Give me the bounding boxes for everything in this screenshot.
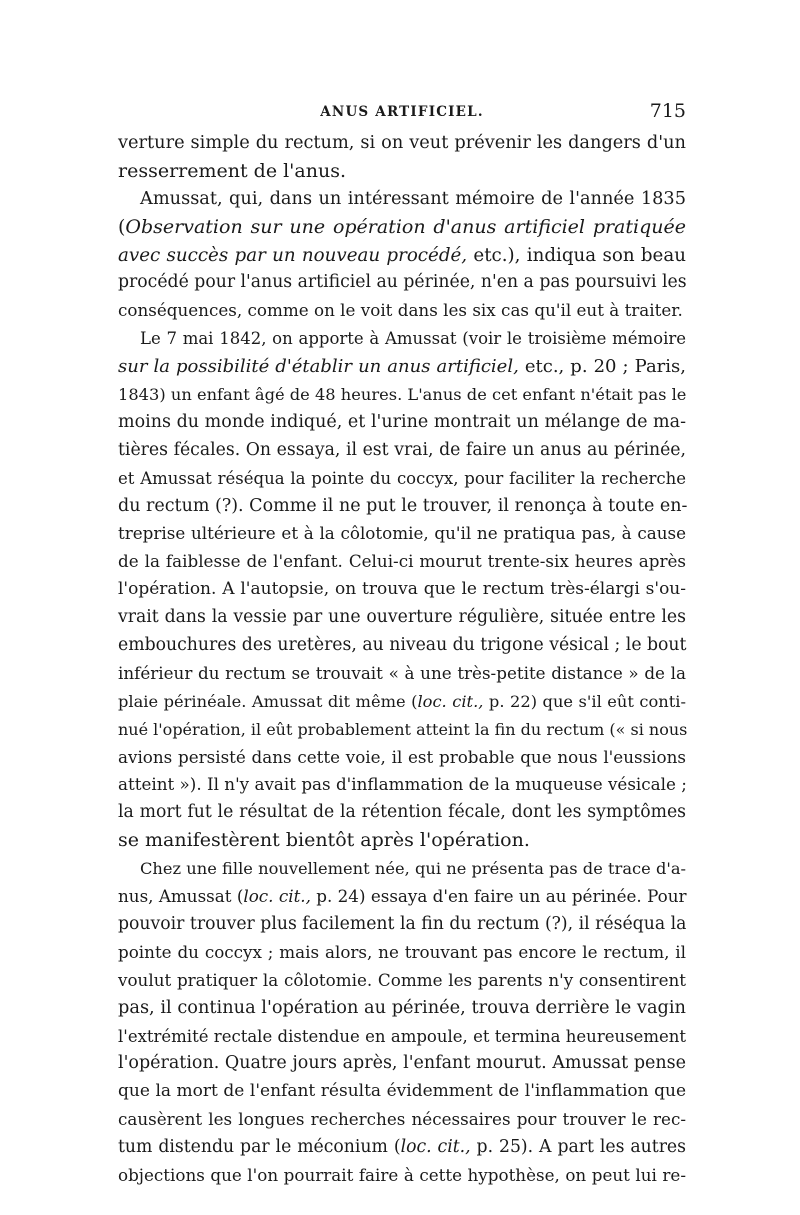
text-run: plaie périnéale. Amussat dit même ( bbox=[118, 691, 418, 711]
body-text bbox=[118, 130, 686, 1190]
text-run: nus, Amussat ( bbox=[118, 886, 244, 907]
italic-citation: loc. cit., bbox=[417, 691, 484, 711]
text-line: tières fécales. On essaya, il est vrai, de faire un anus au périnée, bbox=[118, 439, 686, 460]
text-line: atteint »). Il n'y avait pas d'inflammation de la muqueuse vésicale ; bbox=[118, 774, 687, 795]
text-line bbox=[118, 242, 686, 270]
text-line: treprise ultérieure et à la côlotomie, qu'il ne pratiqua pas, à cause bbox=[118, 523, 686, 544]
text-line: procédé pour l'anus artificiel au périnée, n'en a pas poursuivi les bbox=[118, 272, 687, 293]
text-run: etc.), indiqua son beau bbox=[467, 244, 686, 266]
text-line: pouvoir trouver plus facilement la fin du rectum (?), il réséqua la bbox=[118, 913, 687, 934]
text-line: pas, il continua l'opération au périnée, trouva derrière le vagin bbox=[118, 997, 686, 1018]
text-run: p. 24) essaya d'en faire un au périnée. Pour bbox=[310, 886, 687, 907]
text-line: vrait dans la vessie par une ouverture régulière, située entre les bbox=[118, 607, 686, 628]
text-line: que la mort de l'enfant résulta évidemment de l'inflammation que bbox=[118, 1081, 686, 1102]
text-run: p. 25). A part les autres bbox=[470, 1137, 686, 1158]
text-line: l'opération. A l'autopsie, on trouva que le rectum très-élargi s'ou- bbox=[118, 579, 686, 600]
text-line: se manifestèrent bientôt après l'opération. bbox=[118, 829, 530, 852]
text-line: la mort fut le résultat de la rétention fécale, dont les symptômes bbox=[118, 802, 686, 823]
running-title: ANUS ARTIFICIEL. bbox=[320, 104, 484, 120]
text-line: Le 7 mai 1842, on apporte à Amussat (voir le troisième mémoire bbox=[140, 329, 686, 349]
text-line: resserrement de l'anus. bbox=[118, 159, 346, 182]
text-run: etc., p. 20 ; Paris, bbox=[518, 356, 686, 378]
text-line: avions persisté dans cette voie, il est probable que nous l'eussions bbox=[118, 746, 686, 767]
text-line: l'extrémité rectale distendue en ampoule, et termina heureusement bbox=[118, 1026, 686, 1046]
page-number: 715 bbox=[649, 100, 686, 122]
text-line: nué l'opération, il eût probablement atteint la fin du rectum (« si nous bbox=[118, 719, 688, 739]
text-run: p. 22) que s'il eût conti- bbox=[483, 691, 686, 711]
text-line: du rectum (?). Comme il ne put le trouver, il renonça à toute en- bbox=[118, 495, 688, 516]
text-line: causèrent les longues recherches nécessaires pour trouver le rec- bbox=[118, 1109, 686, 1130]
text-line bbox=[118, 214, 686, 242]
italic-title: avec succès par un nouveau procédé, bbox=[118, 244, 468, 266]
text-line: Chez une fille nouvellement née, qui ne présenta pas de trace d'a- bbox=[140, 859, 686, 879]
text-line: embouchures des uretères, au niveau du trigone vésical ; le bout bbox=[118, 635, 687, 656]
text-line bbox=[118, 1134, 686, 1162]
text-line: voulut pratiquer la côlotomie. Comme les parents n'y consentirent bbox=[118, 969, 686, 990]
italic-title: Observation sur une opération d'anus artificiel pratiquée bbox=[125, 215, 686, 238]
italic-citation: loc. cit., bbox=[400, 1137, 471, 1158]
italic-citation: loc. cit., bbox=[243, 886, 311, 907]
running-head bbox=[118, 100, 686, 128]
text-line: et Amussat réséqua la pointe du coccyx, pour faciliter la recherche bbox=[118, 468, 686, 488]
text-line: l'opération. Quatre jours après, l'enfant mourut. Amussat pense bbox=[118, 1053, 686, 1074]
text-line bbox=[118, 353, 686, 381]
text-run: ( bbox=[118, 215, 126, 238]
text-line: inférieur du rectum se trouvait « à une très-petite distance » de la bbox=[118, 662, 686, 683]
text-line: moins du monde indiqué, et l'urine montrait un mélange de ma- bbox=[118, 411, 686, 432]
text-line: objections que l'on pourrait faire à cette hypothèse, on peut lui re- bbox=[118, 1164, 686, 1185]
text-line bbox=[118, 688, 686, 716]
text-line bbox=[118, 883, 686, 911]
text-run: tum distendu par le méconium ( bbox=[118, 1137, 401, 1158]
text-line: pointe du coccyx ; mais alors, ne trouvant pas encore le rectum, il bbox=[118, 941, 686, 962]
text-line: de la faiblesse de l'enfant. Celui-ci mourut trente-six heures après bbox=[118, 551, 686, 572]
text-line: 1843) un enfant âgé de 48 heures. L'anus de cet enfant n'était pas le bbox=[118, 385, 687, 405]
text-line: Amussat, qui, dans un intéressant mémoire de l'année 1835 bbox=[140, 188, 686, 209]
italic-title: sur la possibilité d'établir un anus artificiel, bbox=[118, 356, 519, 378]
text-line: conséquences, comme on le voit dans les six cas qu'il eut à traiter. bbox=[118, 300, 683, 321]
text-line: verture simple du rectum, si on veut prévenir les dangers d'un bbox=[118, 133, 686, 153]
